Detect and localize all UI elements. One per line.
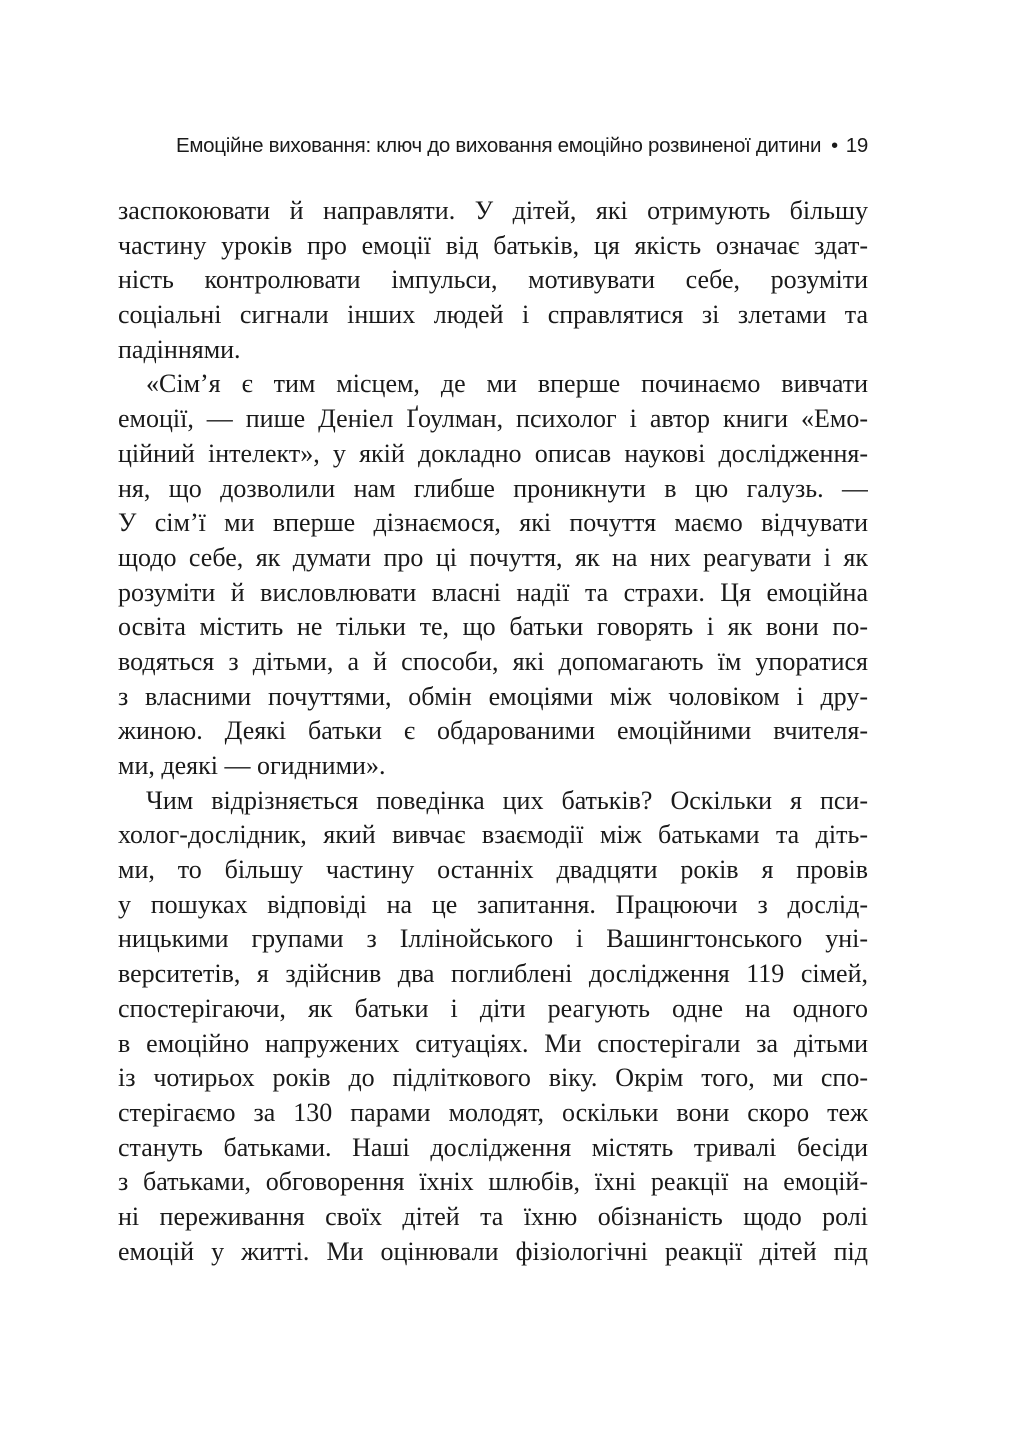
running-header <box>118 134 868 158</box>
text-line: ність контролювати імпульси, мотивувати себе, розуміти <box>118 265 868 295</box>
text-line: ми, деякі — огидними». <box>118 751 386 780</box>
text-line: частину уроків про емоції від батьків, ця якість означає здат- <box>118 230 868 260</box>
text-line: ня, що дозволили нам глибше проникнути в цю галузь. — <box>118 473 868 503</box>
header-bullet: • <box>831 135 838 157</box>
text-line: заспокоювати й направляти. У дітей, які отримують більшу <box>118 196 868 225</box>
text-line: соціальні сигнали інших людей і справлятися зі злетами та <box>118 300 868 330</box>
text-line: з власними почуттями, обмін емоціями між чоловіком і дру- <box>118 681 868 711</box>
text-line: в емоційно напружених ситуаціях. Ми спостерігали за дітьми <box>118 1028 868 1058</box>
text-line: спостерігаючи, як батьки і діти реагують одне на одного <box>118 993 868 1023</box>
text-line: У сім’ї ми вперше дізнаємося, які почуття маємо відчувати <box>118 508 868 538</box>
text-line: «Сім’я є тим місцем, де ми вперше починаємо вивчати <box>146 369 868 399</box>
paragraph <box>118 784 868 1270</box>
paragraph <box>118 194 868 367</box>
text-line: холог-дослідник, який вивчає взаємодії між батьками та діть- <box>118 820 868 850</box>
text-line: розуміти й висловлювати власні надії та страхи. Ця емоційна <box>118 577 868 607</box>
text-line: ційний інтелект», у якій докладно описав наукові дослідження- <box>118 438 868 468</box>
text-line: жиною. Деякі батьки є обдарованими емоційними вчителя- <box>118 716 868 746</box>
text-line: стануть батьками. Наші дослідження містять тривалі бесіди <box>118 1132 868 1162</box>
text-line: падіннями. <box>118 334 241 364</box>
text-line: ми, то більшу частину останніх двадцяти років я провів <box>118 855 868 885</box>
text-line: освіта містить не тільки те, що батьки говорять і як вони по- <box>118 612 868 642</box>
text-line: водяться з дітьми, а й способи, які допомагають їм упоратися <box>118 646 868 676</box>
text-line: верситетів, я здійснив два поглиблені дослідження 119 сімей, <box>118 959 868 989</box>
text-line: щодо себе, як думати про ці почуття, як на них реагувати і як <box>118 542 868 572</box>
body-text <box>118 194 868 1269</box>
text-line: у пошуках відповіді на це запитання. Працюючи з дослід- <box>118 889 868 919</box>
text-line: ницькими групами з Іллінойського і Вашингтонського уні- <box>118 924 868 954</box>
text-line: емоції, — пише Деніел Ґоулман, психолог і автор книги «Емо- <box>118 404 868 434</box>
page-number: 19 <box>845 134 868 157</box>
header-title: Емоційне виховання: ключ до виховання емоційно розвиненої дитини <box>175 134 822 157</box>
text-line: Чим відрізняється поведінка цих батьків? Оскільки я пси- <box>146 785 868 815</box>
text-line: емоцій у житті. Ми оцінювали фізіологічні реакції дітей під <box>118 1236 868 1266</box>
text-line: з батьками, обговорення їхніх шлюбів, їхні реакції на емоцій- <box>118 1167 868 1197</box>
text-line: стерігаємо за 130 парами молодят, оскільки вони скоро теж <box>118 1097 868 1127</box>
text-line: ні переживання своїх дітей та їхню обізнаність щодо ролі <box>118 1201 868 1231</box>
paragraph <box>118 367 868 783</box>
text-line: із чотирьох років до підліткового віку. Окрім того, ми спо- <box>118 1063 868 1093</box>
